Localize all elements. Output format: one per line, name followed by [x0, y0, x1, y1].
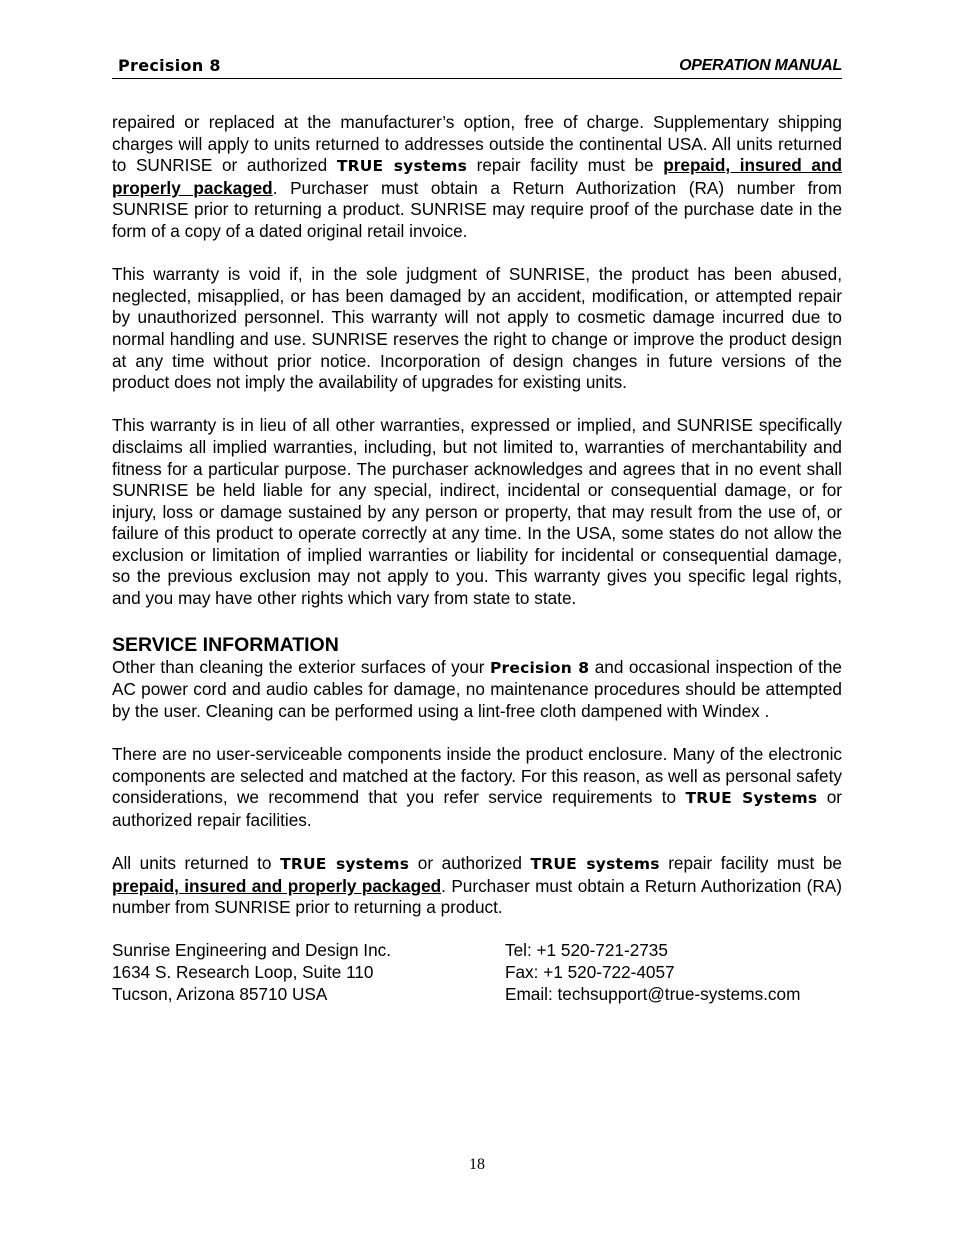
brand-name: Precision 8	[489, 658, 590, 677]
street-address: 1634 S. Research Loop, Suite 110	[112, 961, 374, 982]
text-run: Other than cleaning the exterior surfaces of your	[112, 656, 490, 677]
emphasis-separator: ,	[174, 875, 185, 896]
text-run: repair facility must be	[467, 155, 664, 176]
emphasis-prepaid: prepaid	[663, 155, 726, 176]
emphasis-separator: ,	[725, 155, 740, 176]
service-paragraph-2	[112, 744, 842, 831]
emphasis-prepaid: prepaid	[112, 875, 175, 896]
section-title: SERVICE INFORMATION	[112, 633, 339, 656]
email: Email: techsupport@true-systems.com	[505, 983, 801, 1004]
text-run: repair facility must be	[659, 853, 842, 873]
contact-block	[112, 940, 842, 1005]
header-document-title: OPERATION MANUAL	[679, 57, 842, 74]
brand-name: TRUE systems	[336, 157, 468, 176]
fax: Fax: +1 520-722-4057	[505, 961, 675, 982]
city-state-zip: Tucson, Arizona 85710 USA	[112, 983, 328, 1004]
warranty-paragraph-1	[112, 112, 842, 243]
company-name: Sunrise Engineering and Design Inc.	[112, 940, 391, 961]
page-header	[112, 56, 842, 79]
brand-name: TRUE Systems	[685, 789, 818, 808]
contact-details	[505, 940, 800, 1005]
header-product-name: Precision 8	[118, 56, 221, 75]
text-run: and occasional inspection of the AC power cord and audio cables for damage, no maintenance procedures should be attempted by the user. Cleaning can be performed using a lint-free cloth dampened with Windex .	[112, 656, 842, 721]
telephone: Tel: +1 520-721-2735	[505, 940, 668, 961]
text-run: All units returned to	[112, 853, 281, 873]
warranty-paragraph-2: This warranty is void if, in the sole judgment of SUNRISE, the product has been abused, neglected, misapplied, or has been damaged by an accident, modification, or attempted repair by unauthorized personnel. This warranty will not apply to cosmetic damage incurred due to normal handling and use. SUNRISE reserves the right to change or improve the product design at any time without prior notice. Incorporation of design changes in future versions of the product does not imply the availability of upgrades for existing units.	[112, 264, 842, 393]
service-paragraph-3	[112, 853, 842, 919]
text-run: or authorized	[409, 853, 531, 873]
brand-name: TRUE systems	[530, 855, 660, 873]
text-run: or authorized repair facilities.	[112, 787, 842, 830]
text-run: . Purchaser must obtain a Return Authorization (RA) number from SUNRISE prior to returning a product. SUNRISE may require proof of the purchase date in the form of a copy of a dated original retail invoice.	[112, 177, 842, 241]
emphasis-insured-packaged: insured and properly packaged	[184, 875, 442, 896]
contact-address	[112, 940, 505, 1005]
emphasis-insured-packaged: insured and properly packaged	[112, 155, 842, 198]
text-run: repaired or replaced at the manufacturer’s option, free of charge. Supplementary shipping charges will apply to units returned to addresses outside the continental USA. All units returned to SUNRISE or authorized	[112, 112, 842, 176]
page-number: 18	[469, 1156, 485, 1173]
text-run: There are no user-serviceable components inside the product enclosure. Many of the electronic components are selected and matched at the factory. For this reason, as well as personal safety considerations, we recommend that you refer service requirements to	[112, 744, 842, 808]
page-body	[112, 112, 842, 1005]
service-paragraph-1	[112, 657, 842, 723]
warranty-paragraph-3: This warranty is in lieu of all other warranties, expressed or implied, and SUNRISE specifically disclaims all implied warranties, including, but not limited to, warranties of merchantability and fitness for a particular purpose. The purchaser acknowledges and agrees that in no event shall SUNRISE be held liable for any special, indirect, incidental or consequential damage, or for injury, loss or damage sustained by any person or property, that may result from the use of, or failure of this product to operate correctly at any time. In the USA, some states do not allow the exclusion or limitation of implied warranties or liability for incidental or consequential damage, so the previous exclusion may not apply to you. This warranty gives you specific legal rights, and you may have other rights which vary from state to state.	[112, 415, 842, 609]
brand-name: TRUE systems	[280, 855, 410, 873]
text-run: . Purchaser must obtain a Return Authorization (RA) number from SUNRISE prior to returning a product.	[112, 875, 842, 918]
